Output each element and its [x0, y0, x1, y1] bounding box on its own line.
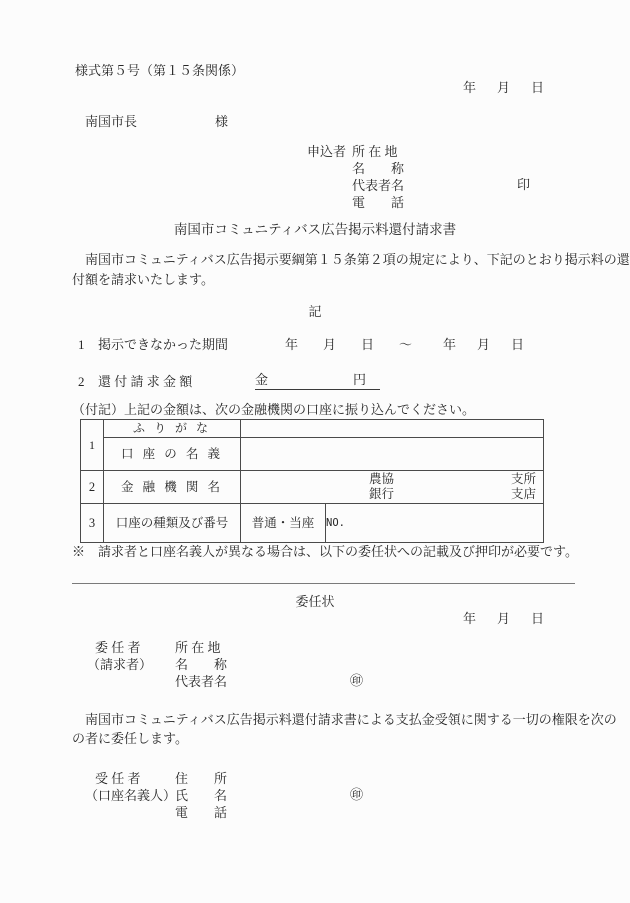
bank-option-line2	[241, 487, 543, 502]
item1-number: 1	[78, 337, 85, 352]
delegator-address-label: 所 在 地	[175, 640, 221, 655]
bank-branch-shiten: 支店	[510, 487, 536, 501]
poa-title: 委任状	[295, 594, 335, 609]
poa-body-line2: の者に委任します。	[72, 731, 188, 746]
bank-label-cell: 金 融 機 関 名	[104, 471, 241, 504]
delegate-address-label: 住 所	[175, 771, 228, 786]
delegate-phone-label: 電 話	[175, 805, 228, 820]
delegator-seal-mark: ㊞	[350, 673, 364, 688]
account-type-options-cell: 普通・当座	[241, 504, 326, 543]
furigana-value-cell	[241, 420, 544, 438]
bank-account-table	[80, 419, 544, 543]
delegate-seal-mark: ㊞	[350, 787, 364, 802]
row2-number-cell: 2	[81, 471, 104, 504]
addressee: 南国市長	[85, 114, 138, 129]
amount-prefix: 金	[255, 372, 269, 387]
applicant-phone-label: 電 話	[352, 195, 405, 210]
item1-label: 掲示できなかった期間	[98, 337, 229, 352]
item1-period-from-blank: 年 月 日 ～	[285, 337, 419, 352]
body-paragraph-line2: 付額を請求いたします。	[72, 272, 214, 287]
delegate-sub-label: （口座名義人）	[85, 788, 177, 803]
section-divider	[72, 583, 575, 584]
account-type-label-cell: 口座の種類及び番号	[104, 504, 241, 543]
delegator-sub-label: （請求者）	[87, 657, 153, 672]
body-paragraph-line1: 南国市コミュニティバス広告掲示要綱第１５条第２項の規定により、下記のとおり掲示料の還	[72, 252, 630, 267]
remittance-note: （付記）上記の金額は、次の金融機関の口座に振り込んでください。	[72, 402, 476, 417]
bank-option-nokyo: 農協	[369, 472, 395, 486]
poa-date-blank: 年 月 日	[463, 611, 549, 626]
account-number-cell: NO.	[326, 504, 544, 543]
applicant-label: 申込者	[307, 144, 347, 159]
bank-option-line1	[241, 472, 543, 487]
account-name-value-cell	[241, 438, 544, 471]
asterisk-note: ※ 請求者と口座名義人が異なる場合は、以下の委任状への記載及び押印が必要です。	[72, 544, 578, 559]
poa-body-line1: 南国市コミュニティバス広告掲示料還付請求書による支払金受領に関する一切の権限を次の	[72, 712, 617, 727]
applicant-address-label: 所 在 地	[352, 144, 398, 159]
date-blank-top: 年 月 日	[463, 80, 549, 95]
form-number: 様式第５号（第１５条関係）	[75, 63, 245, 78]
item2-label: 還 付 請 求 金 額	[98, 374, 193, 389]
row1-number-cell: 1	[81, 420, 104, 471]
table-row-account-name	[81, 438, 544, 471]
applicant-representative-label: 代表者名	[352, 178, 405, 193]
item1-period-to-blank: 年 月 日	[443, 337, 529, 352]
amount-suffix: 円	[352, 372, 366, 387]
table-row-furigana	[81, 420, 544, 438]
delegate-name-label: 氏 名	[175, 788, 228, 803]
document-title: 南国市コミュニティバス広告掲示料還付請求書	[173, 222, 457, 237]
delegate-label: 受 任 者	[95, 771, 141, 786]
applicant-seal-mark: 印	[517, 177, 531, 192]
delegator-name-label: 名 称	[175, 657, 228, 672]
amount-blank-field	[255, 371, 380, 390]
bank-branch-shisho: 支所	[510, 472, 536, 486]
delegator-rep-label: 代表者名	[175, 674, 228, 689]
ki-heading: 記	[308, 304, 322, 319]
bank-option-ginko: 銀行	[369, 487, 395, 501]
account-name-label-cell: 口 座 の 名 義	[104, 438, 241, 471]
table-row-account-type	[81, 504, 544, 543]
furigana-label-cell: ふ り が な	[104, 420, 241, 438]
item2-number: 2	[78, 374, 85, 389]
applicant-name-label: 名 称	[352, 161, 405, 176]
row3-number-cell: 3	[81, 504, 104, 543]
bank-value-cell	[241, 471, 544, 504]
addressee-honorific: 様	[215, 114, 229, 129]
delegator-label: 委 任 者	[95, 640, 141, 655]
table-row-bank	[81, 471, 544, 504]
